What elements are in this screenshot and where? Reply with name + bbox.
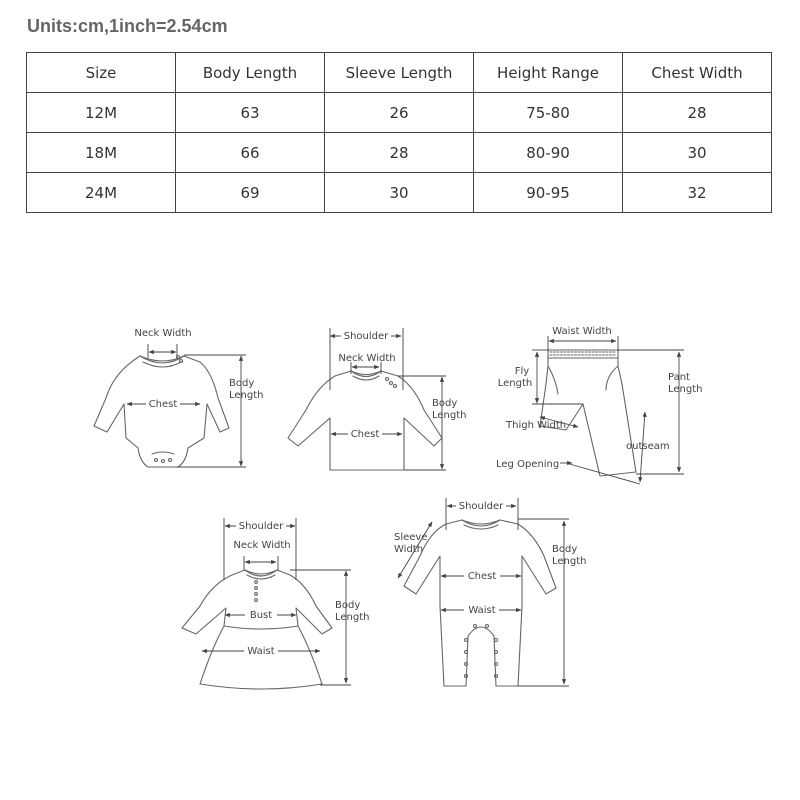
romper-diagram	[394, 498, 587, 686]
label-shoulder: Shoulder	[343, 331, 389, 342]
cell-height-range: 80-90	[474, 133, 623, 173]
label-chest: Chest	[467, 571, 497, 582]
label-body: Body	[335, 600, 361, 611]
label-shoulder: Shoulder	[238, 521, 284, 532]
label-waist: Waist	[468, 605, 496, 616]
header-body-length: Body Length	[176, 53, 325, 93]
label-fly-length: Length	[497, 378, 533, 389]
label-outseam: outseam	[626, 441, 670, 452]
label-shoulder: Shoulder	[458, 501, 504, 512]
dress-diagram	[182, 518, 370, 689]
header-height-range: Height Range	[474, 53, 623, 93]
label-length: Length	[432, 410, 467, 421]
label-body: Body	[229, 378, 255, 389]
label-body: Body	[552, 544, 578, 555]
cell-body-length: 69	[176, 173, 325, 213]
measurement-diagrams	[0, 300, 800, 700]
romper-outline	[404, 520, 556, 686]
dress-waist-seam	[224, 626, 298, 629]
label-bust: Bust	[249, 610, 273, 621]
bodysuit-outline	[94, 356, 229, 467]
romper-collar	[462, 520, 500, 529]
cell-body-length: 63	[176, 93, 325, 133]
cell-size: 18M	[27, 133, 176, 173]
cell-sleeve-length: 28	[325, 133, 474, 173]
table-row	[27, 93, 772, 133]
cell-chest-width: 30	[623, 133, 772, 173]
cell-height-range: 75-80	[474, 93, 623, 133]
label-length: Length	[229, 390, 264, 401]
header-chest-width: Chest Width	[623, 53, 772, 93]
label-neck-width: Neck Width	[233, 540, 291, 551]
cell-size: 12M	[27, 93, 176, 133]
label-length: Length	[552, 556, 587, 567]
label-waist: Waist	[247, 646, 275, 657]
cell-height-range: 90-95	[474, 173, 623, 213]
label-neck-width: Neck Width	[134, 328, 192, 339]
pants-elastic	[550, 352, 616, 355]
pants-diagram	[496, 326, 703, 484]
pants-outline	[540, 350, 636, 476]
table-row	[27, 133, 772, 173]
label-leg-opening: Leg Opening	[496, 459, 560, 470]
cell-chest-width: 28	[623, 93, 772, 133]
label-chest: Chest	[350, 429, 380, 440]
label-chest: Chest	[148, 399, 178, 410]
tshirt-outline	[288, 371, 442, 470]
label-sleeve-width: Width	[394, 544, 424, 555]
cell-sleeve-length: 26	[325, 93, 474, 133]
bodysuit-snap-line	[152, 452, 174, 454]
cell-body-length: 66	[176, 133, 325, 173]
label-sleeve: Sleeve	[394, 532, 428, 543]
table-row	[27, 173, 772, 213]
tshirt-collar	[351, 371, 381, 380]
header-size: Size	[27, 53, 176, 93]
label-body: Body	[432, 398, 458, 409]
label-thigh-width: Thigh Width	[506, 420, 567, 431]
pants-pockets	[548, 366, 618, 394]
size-table	[26, 52, 772, 213]
label-length: Length	[335, 612, 370, 623]
label-neck-width: Neck Width	[338, 353, 396, 364]
table-header-row	[27, 53, 772, 93]
dress-collar	[245, 570, 277, 579]
label-fly: Fly	[514, 366, 530, 377]
label-pant-length: Length	[668, 384, 703, 395]
cell-sleeve-length: 30	[325, 173, 474, 213]
header-sleeve-length: Sleeve Length	[325, 53, 474, 93]
bodysuit-diagram	[94, 328, 264, 467]
cell-chest-width: 32	[623, 173, 772, 213]
cell-size: 24M	[27, 173, 176, 213]
label-waist-width: Waist Width	[552, 326, 612, 337]
tshirt-diagram	[288, 328, 467, 470]
units-note: Units:cm,1inch=2.54cm	[27, 16, 228, 36]
label-pant: Pant	[668, 372, 690, 383]
